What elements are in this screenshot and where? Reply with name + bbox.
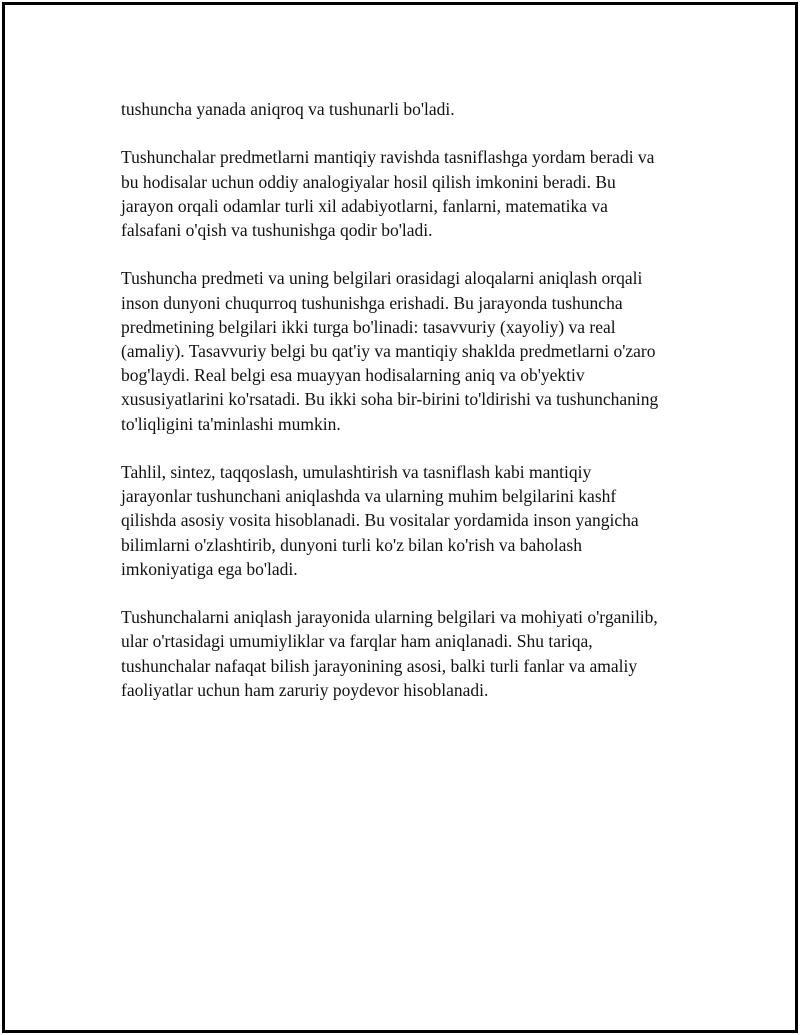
text-line: Tahlil, sintez, taqqoslash, umulashtirish va tasniflash kabi mantiqiy [121, 462, 592, 482]
text-line: (amaliy). Tasavvuriy belgi bu qat'iy va mantiqiy shaklda predmetlarni o'zaro [121, 341, 656, 361]
text-line: imkoniyatiga ega bo'ladi. [121, 558, 298, 579]
text-line: tushuncha yanada aniqroq va tushunarli bo'ladi. [121, 99, 455, 119]
text-line: jarayon orqali odamlar turli xil adabiyotlarni, fanlarni, matematika va [121, 195, 608, 216]
paragraph-gap [121, 121, 721, 145]
text-line: xususiyatlarini ko'rsatadi. Bu ikki soha bir-birini to'ldirishi va tushunchaning [121, 389, 659, 410]
paragraph [121, 605, 721, 702]
document-body [121, 97, 721, 702]
text-line: faoliyatlar uchun ham zaruriy poydevor hisoblanadi. [121, 679, 489, 700]
text-line: jarayonlar tushunchani aniqlashda va ularning muhim belgilarini kashf [121, 486, 617, 507]
text-line: bu hodisalar uchun oddiy analogiyalar hosil qilish imkonini beradi. Bu [121, 171, 616, 192]
text-line: bog'laydi. Real belgi esa muayyan hodisalarning aniq va ob'yektiv [121, 365, 585, 386]
document-page [2, 2, 798, 1033]
paragraph [121, 460, 721, 581]
paragraph-gap [121, 242, 721, 266]
text-line: inson dunyoni chuqurroq tushunishga erishadi. Bu jarayonda tushuncha [121, 292, 623, 313]
text-line: Tushuncha predmeti va uning belgilari orasidagi aloqalarni aniqlash orqali [121, 268, 643, 289]
paragraph [121, 145, 721, 242]
text-line: qilishda asosiy vosita hisoblanadi. Bu vositalar yordamida inson yangicha [121, 510, 639, 531]
paragraph [121, 97, 721, 121]
paragraph [121, 266, 721, 435]
text-line: to'liqligini ta'minlashi mumkin. [121, 413, 341, 434]
text-line: bilimlarni o'zlashtirib, dunyoni turli ko'z bilan ko'rish va baholash [121, 534, 582, 555]
text-line: Tushunchalar predmetlarni mantiqiy ravishda tasniflashga yordam beradi va [121, 147, 655, 168]
text-line: predmetining belgilari ikki turga bo'linadi: tasavvuriy (xayoliy) va real [121, 316, 616, 337]
paragraph-gap [121, 436, 721, 460]
paragraph-gap [121, 581, 721, 605]
text-line: ular o'rtasidagi umumiyliklar va farqlar ham aniqlanadi. Shu tariqa, [121, 631, 593, 652]
text-line: tushunchalar nafaqat bilish jarayonining asosi, balki turli fanlar va amaliy [121, 655, 638, 676]
text-line: Tushunchalarni aniqlash jarayonida ularning belgilari va mohiyati o'rganilib, [121, 607, 658, 628]
text-line: falsafani o'qish va tushunishga qodir bo'ladi. [121, 220, 433, 240]
